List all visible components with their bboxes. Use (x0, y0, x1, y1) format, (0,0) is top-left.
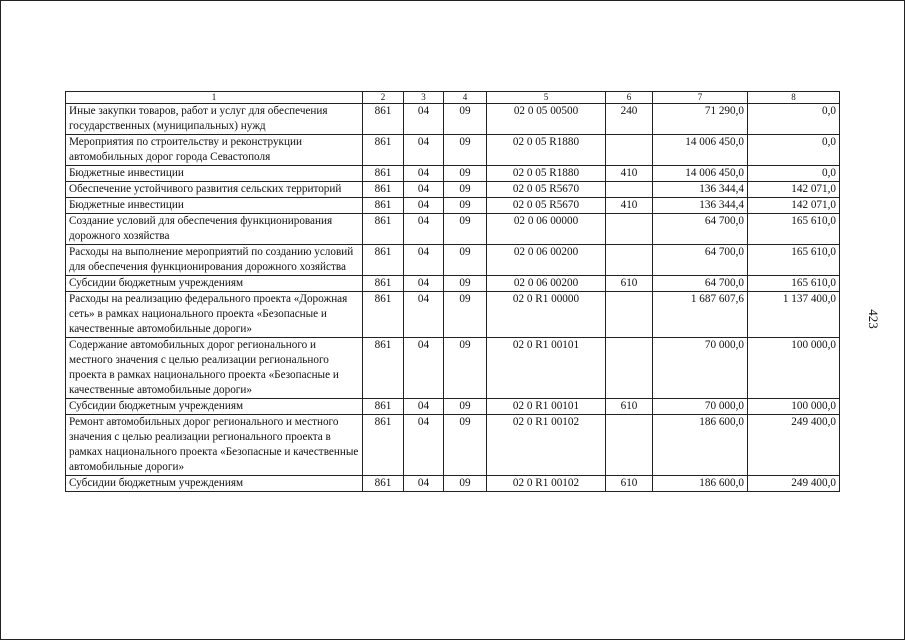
amount-year1-cell: 64 700,0 (653, 245, 748, 276)
item-name-cell: Субсидии бюджетным учреждениям (66, 399, 363, 415)
amount-year1-cell: 70 000,0 (653, 338, 748, 399)
item-name-cell: Создание условий для обеспечения функционирования дорожного хозяйства (66, 214, 363, 245)
amount-year1-cell: 1 687 607,6 (653, 292, 748, 338)
expense-type-cell (606, 292, 653, 338)
admin-code-cell: 861 (363, 135, 404, 166)
target-article-cell: 02 0 R1 00101 (487, 399, 606, 415)
admin-code-cell: 861 (363, 166, 404, 182)
admin-code-cell: 861 (363, 214, 404, 245)
amount-year1-cell: 70 000,0 (653, 399, 748, 415)
column-header: 6 (606, 92, 653, 104)
target-article-cell: 02 0 05 R1880 (487, 135, 606, 166)
subsection-cell: 09 (444, 214, 487, 245)
amount-year1-cell: 14 006 450,0 (653, 166, 748, 182)
section-cell: 04 (404, 476, 444, 492)
column-header: 7 (653, 92, 748, 104)
item-name-cell: Расходы на выполнение мероприятий по созданию условий для обеспечения функционирования дорожного хозяйства (66, 245, 363, 276)
expense-type-cell (606, 415, 653, 476)
section-cell: 04 (404, 135, 444, 166)
amount-year2-cell: 100 000,0 (748, 399, 840, 415)
target-article-cell: 02 0 05 00500 (487, 104, 606, 135)
column-header: 3 (404, 92, 444, 104)
amount-year1-cell: 136 344,4 (653, 182, 748, 198)
admin-code-cell: 861 (363, 338, 404, 399)
expense-type-cell: 240 (606, 104, 653, 135)
table-row (66, 245, 840, 276)
table-row (66, 276, 840, 292)
amount-year2-cell: 165 610,0 (748, 276, 840, 292)
target-article-cell: 02 0 R1 00000 (487, 292, 606, 338)
target-article-cell: 02 0 06 00200 (487, 245, 606, 276)
amount-year2-cell: 165 610,0 (748, 214, 840, 245)
target-article-cell: 02 0 R1 00101 (487, 338, 606, 399)
section-cell: 04 (404, 276, 444, 292)
table-row (66, 104, 840, 135)
table-row (66, 476, 840, 492)
item-name-cell: Расходы на реализацию федерального проекта «Дорожная сеть» в рамках национального проекта «Безопасные и качественные автомобильные дороги» (66, 292, 363, 338)
admin-code-cell: 861 (363, 415, 404, 476)
target-article-cell: 02 0 06 00200 (487, 276, 606, 292)
subsection-cell: 09 (444, 166, 487, 182)
section-cell: 04 (404, 104, 444, 135)
admin-code-cell: 861 (363, 198, 404, 214)
subsection-cell: 09 (444, 245, 487, 276)
admin-code-cell: 861 (363, 182, 404, 198)
item-name-cell: Обеспечение устойчивого развития сельских территорий (66, 182, 363, 198)
admin-code-cell: 861 (363, 399, 404, 415)
subsection-cell: 09 (444, 135, 487, 166)
item-name-cell: Бюджетные инвестиции (66, 166, 363, 182)
admin-code-cell: 861 (363, 104, 404, 135)
target-article-cell: 02 0 06 00000 (487, 214, 606, 245)
budget-table (65, 91, 840, 492)
subsection-cell: 09 (444, 415, 487, 476)
amount-year1-cell: 136 344,4 (653, 198, 748, 214)
target-article-cell: 02 0 05 R5670 (487, 198, 606, 214)
section-cell: 04 (404, 182, 444, 198)
expense-type-cell: 410 (606, 166, 653, 182)
table-row (66, 198, 840, 214)
expense-type-cell: 610 (606, 276, 653, 292)
page-number: 423 (865, 309, 881, 329)
admin-code-cell: 861 (363, 292, 404, 338)
table-row (66, 399, 840, 415)
target-article-cell: 02 0 05 R5670 (487, 182, 606, 198)
section-cell: 04 (404, 166, 444, 182)
amount-year2-cell: 142 071,0 (748, 198, 840, 214)
amount-year1-cell: 71 290,0 (653, 104, 748, 135)
expense-type-cell (606, 245, 653, 276)
target-article-cell: 02 0 R1 00102 (487, 415, 606, 476)
expense-type-cell (606, 182, 653, 198)
section-cell: 04 (404, 338, 444, 399)
subsection-cell: 09 (444, 276, 487, 292)
table-row (66, 214, 840, 245)
column-header: 1 (66, 92, 363, 104)
section-cell: 04 (404, 292, 444, 338)
subsection-cell: 09 (444, 198, 487, 214)
item-name-cell: Иные закупки товаров, работ и услуг для обеспечения государственных (муниципальных) нужд (66, 104, 363, 135)
subsection-cell: 09 (444, 338, 487, 399)
item-name-cell: Субсидии бюджетным учреждениям (66, 476, 363, 492)
item-name-cell: Бюджетные инвестиции (66, 198, 363, 214)
table-row (66, 292, 840, 338)
subsection-cell: 09 (444, 476, 487, 492)
target-article-cell: 02 0 R1 00102 (487, 476, 606, 492)
amount-year2-cell: 1 137 400,0 (748, 292, 840, 338)
amount-year2-cell: 142 071,0 (748, 182, 840, 198)
item-name-cell: Содержание автомобильных дорог регионального и местного значения с целью реализации регионального проекта в рамках национального проекта «Безопасные и качественные автомобильные дороги» (66, 338, 363, 399)
amount-year1-cell: 186 600,0 (653, 415, 748, 476)
amount-year2-cell: 100 000,0 (748, 338, 840, 399)
table-row (66, 182, 840, 198)
admin-code-cell: 861 (363, 245, 404, 276)
column-header: 8 (748, 92, 840, 104)
column-header: 5 (487, 92, 606, 104)
target-article-cell: 02 0 05 R1880 (487, 166, 606, 182)
admin-code-cell: 861 (363, 476, 404, 492)
table-header-row (66, 92, 840, 104)
amount-year1-cell: 14 006 450,0 (653, 135, 748, 166)
section-cell: 04 (404, 399, 444, 415)
amount-year2-cell: 249 400,0 (748, 415, 840, 476)
subsection-cell: 09 (444, 104, 487, 135)
item-name-cell: Ремонт автомобильных дорог регионального и местного значения с целью реализации регионального проекта в рамках национального проекта «Безопасные и качественные автомобильные дороги» (66, 415, 363, 476)
amount-year2-cell: 0,0 (748, 104, 840, 135)
subsection-cell: 09 (444, 399, 487, 415)
amount-year1-cell: 186 600,0 (653, 476, 748, 492)
table-row (66, 166, 840, 182)
section-cell: 04 (404, 214, 444, 245)
column-header: 2 (363, 92, 404, 104)
section-cell: 04 (404, 245, 444, 276)
amount-year1-cell: 64 700,0 (653, 214, 748, 245)
section-cell: 04 (404, 198, 444, 214)
expense-type-cell: 610 (606, 476, 653, 492)
expense-type-cell: 410 (606, 198, 653, 214)
section-cell: 04 (404, 415, 444, 476)
table-row (66, 338, 840, 399)
expense-type-cell (606, 338, 653, 399)
expense-type-cell: 610 (606, 399, 653, 415)
amount-year1-cell: 64 700,0 (653, 276, 748, 292)
amount-year2-cell: 0,0 (748, 166, 840, 182)
table-row (66, 415, 840, 476)
table-row (66, 135, 840, 166)
subsection-cell: 09 (444, 182, 487, 198)
expense-type-cell (606, 135, 653, 166)
amount-year2-cell: 165 610,0 (748, 245, 840, 276)
item-name-cell: Мероприятия по строительству и реконструкции автомобильных дорог города Севастополя (66, 135, 363, 166)
item-name-cell: Субсидии бюджетным учреждениям (66, 276, 363, 292)
admin-code-cell: 861 (363, 276, 404, 292)
amount-year2-cell: 249 400,0 (748, 476, 840, 492)
column-header: 4 (444, 92, 487, 104)
amount-year2-cell: 0,0 (748, 135, 840, 166)
expense-type-cell (606, 214, 653, 245)
subsection-cell: 09 (444, 292, 487, 338)
